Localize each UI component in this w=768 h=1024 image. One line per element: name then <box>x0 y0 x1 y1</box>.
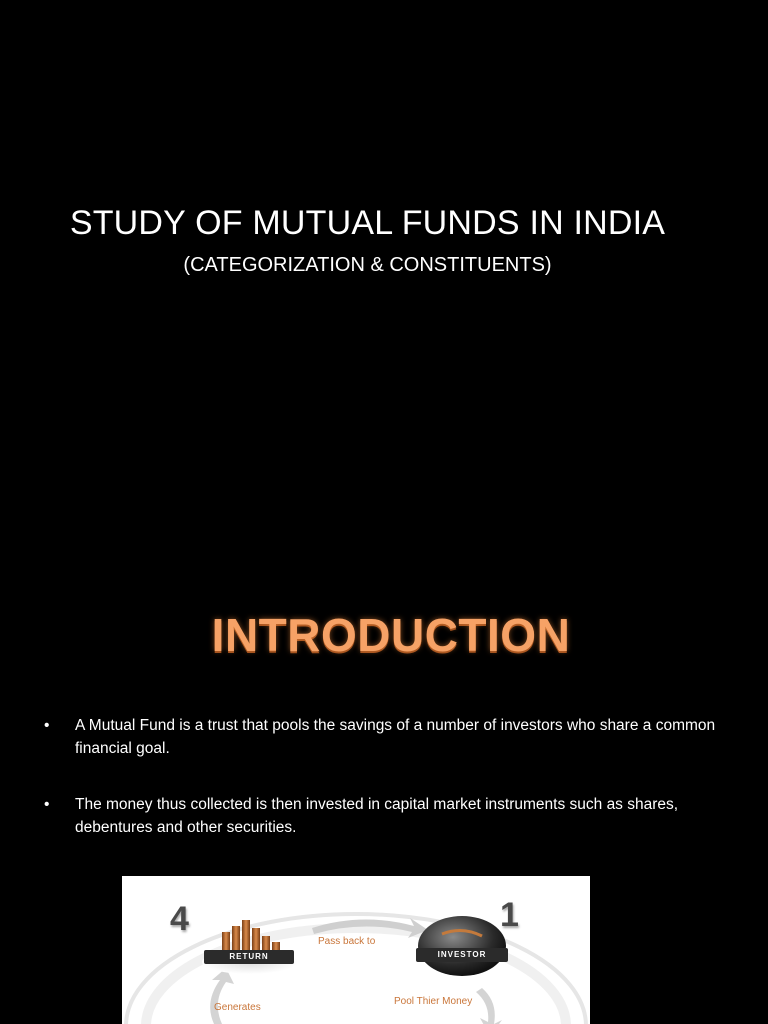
arrow-generates-icon <box>210 968 234 1024</box>
generates-label: Generates <box>214 1002 261 1013</box>
pass-back-label: Pass back to <box>318 936 376 947</box>
investor-badge: INVESTOR <box>437 950 487 959</box>
pool-money-label: Pool Thier Money <box>394 996 473 1007</box>
arrow-pool-icon <box>476 988 502 1024</box>
introduction-heading: INTRODUCTION <box>211 609 571 661</box>
return-badge: RETURN <box>229 952 269 961</box>
bullet-icon: • <box>44 796 50 813</box>
investor-globe-icon <box>418 916 506 976</box>
bullet-list <box>38 714 728 872</box>
step-number-4: 4 <box>170 900 189 938</box>
slide-subtitle: (CATEGORIZATION & CONSTITUENTS) <box>183 254 552 276</box>
bullet-icon: • <box>44 717 50 734</box>
bullet-text: A Mutual Fund is a trust that pools the savings of a number of investors who share a common financial goal. <box>75 717 716 757</box>
step-number-1: 1 <box>500 896 519 934</box>
cycle-diagram-graphic <box>122 876 590 1024</box>
bullet-item <box>38 793 728 839</box>
mutual-fund-cycle-diagram <box>122 876 590 1024</box>
introduction-slide <box>0 576 768 1024</box>
slide-title: STUDY OF MUTUAL FUNDS IN INDIA <box>69 204 666 242</box>
bullet-text: The money thus collected is then invested in capital market instruments such as shares, debentures and other securities. <box>75 796 679 836</box>
bullet-item <box>38 714 728 760</box>
